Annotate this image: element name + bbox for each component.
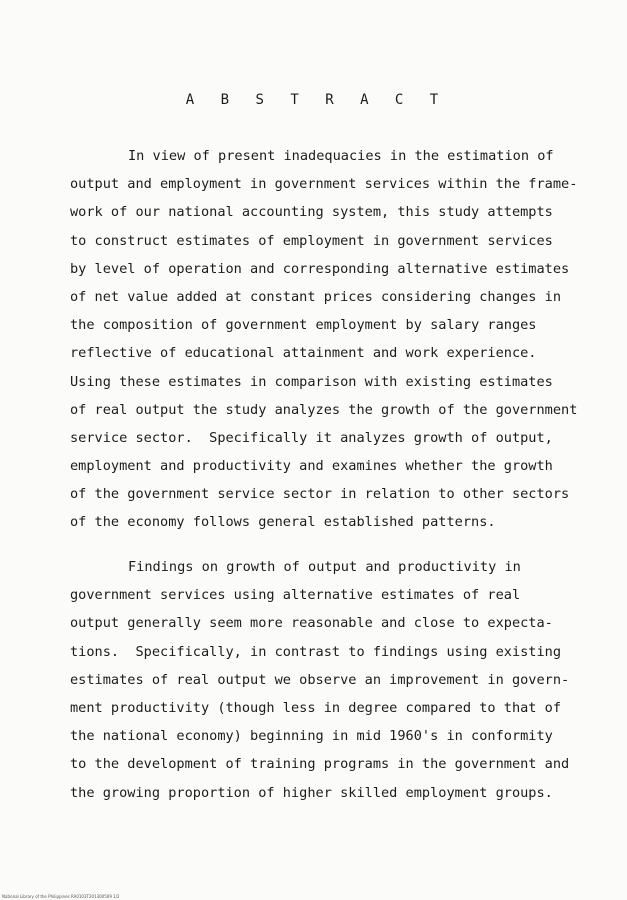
text-line: In view of present inadequacies in the estimation of <box>128 148 554 164</box>
text-line: tions. Specifically, in contrast to findings using existing <box>70 643 562 660</box>
text-line: to construct estimates of employment in government services <box>70 232 553 249</box>
text-line: estimates of real output we observe an improvement in govern- <box>70 671 570 688</box>
text-line: the national economy) beginning in mid 1960's in conformity <box>70 728 553 745</box>
text-line: the composition of government employment by salary ranges <box>70 317 537 334</box>
text-line: Using these estimates in comparison with existing estimates <box>70 373 553 390</box>
abstract-title: A B S T R A C T <box>185 92 448 108</box>
text-line: service sector. Specifically it analyzes growth of output, <box>70 429 553 446</box>
text-line: reflective of educational attainment and work experience. <box>70 345 537 362</box>
text-line: ment productivity (though less in degree compared to that of <box>70 699 562 716</box>
text-line: government services using alternative estimates of real <box>70 587 521 604</box>
text-line: of real output the study analyzes the growth of the government <box>70 401 578 418</box>
abstract-paragraph-1 <box>70 142 600 537</box>
text-line: of net value added at constant prices considering changes in <box>70 288 562 305</box>
text-line: of the economy follows general established patterns. <box>70 514 496 531</box>
text-line: output generally seem more reasonable and close to expecta- <box>70 615 553 632</box>
abstract-paragraph-2 <box>70 553 600 807</box>
text-line: Findings on growth of output and productivity in <box>128 559 521 575</box>
text-line: work of our national accounting system, this study attempts <box>70 204 553 221</box>
text-line: of the government service sector in relation to other sectors <box>70 486 570 503</box>
text-line: to the development of training programs in the government and <box>70 756 570 773</box>
scan-footer: National Library of the Philippines RA0103T201300509 1/2 <box>2 894 120 899</box>
text-line: by level of operation and corresponding alternative estimates <box>70 260 570 277</box>
text-line: output and employment in government services within the frame- <box>70 176 578 193</box>
text-line: employment and productivity and examines whether the growth <box>70 458 553 475</box>
text-line: the growing proportion of higher skilled employment groups. <box>70 784 553 801</box>
